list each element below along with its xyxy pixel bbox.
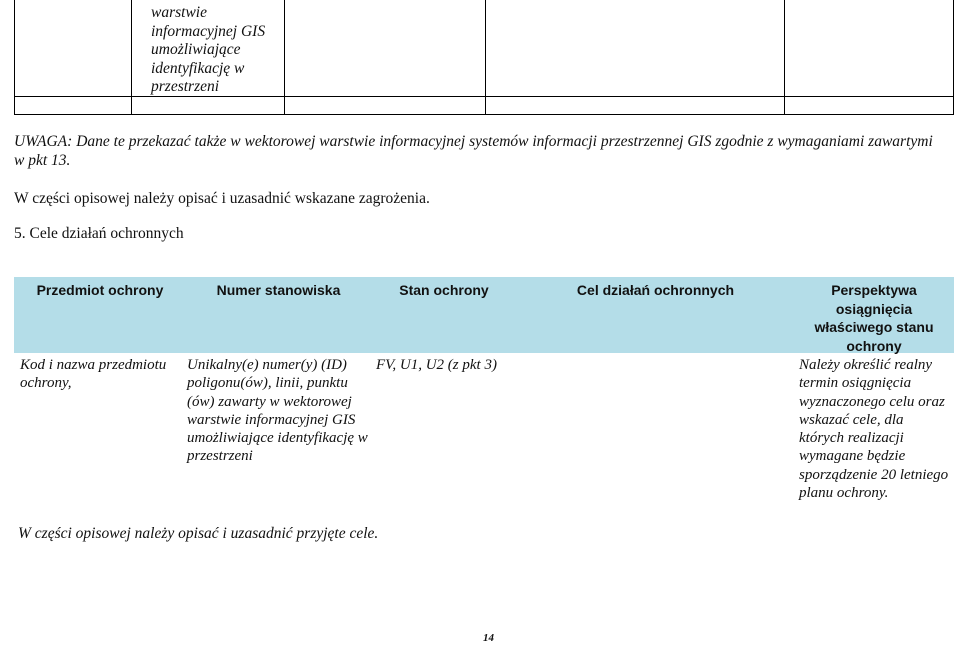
goals-table [14, 277, 954, 545]
header-goal: Cel działań ochronnych [576, 282, 735, 298]
header-subject: Przedmiot ochrony [36, 282, 164, 298]
table-note: W części opisowej należy opisać i uzasadnić przyjęte cele. [18, 525, 379, 542]
cell-perspective: Należy określić realny termin osiągnięcia wyznaczonego celu oraz wskazać cele, dla których realizacji wymagane będzie sporządzenie 20 letniego planu ochrony. [799, 357, 949, 502]
description-note: W części opisowej należy opisać i uzasadnić wskazane zagrożenia. [14, 190, 430, 207]
section-title: 5. Cele działań ochronnych [14, 225, 184, 242]
cell-state: FV, U1, U2 (z pkt 3) [376, 357, 497, 373]
previous-table-fragment [14, 0, 954, 115]
page-number: 14 [483, 632, 494, 644]
previous-table-cell-text: warstwie informacyjnej GIS umożliwiające identyfikację w przestrzeni [151, 4, 266, 95]
header-site-number: Numer stanowiska [216, 282, 341, 298]
cell-subject: Kod i nazwa przedmiotu ochrony, [20, 357, 167, 392]
warning-paragraph: UWAGA: Dane te przekazać także w wektorowej warstwie informacyjnej systemów informacji przestrzennej GIS zgodnie z wymaganiami zawartymi w pkt 13. [14, 133, 933, 169]
cell-site-number: Unikalny(e) numer(y) (ID) poligonu(ów), linii, punktu (ów) zawarty w wektorowej warstwie informacyjnej GIS umożliwiające identyfikację w przestrzeni [187, 357, 368, 465]
header-perspective: Perspektywa osiągnięcia właściwego stanu ochrony [814, 282, 934, 354]
header-state: Stan ochrony [399, 282, 489, 298]
